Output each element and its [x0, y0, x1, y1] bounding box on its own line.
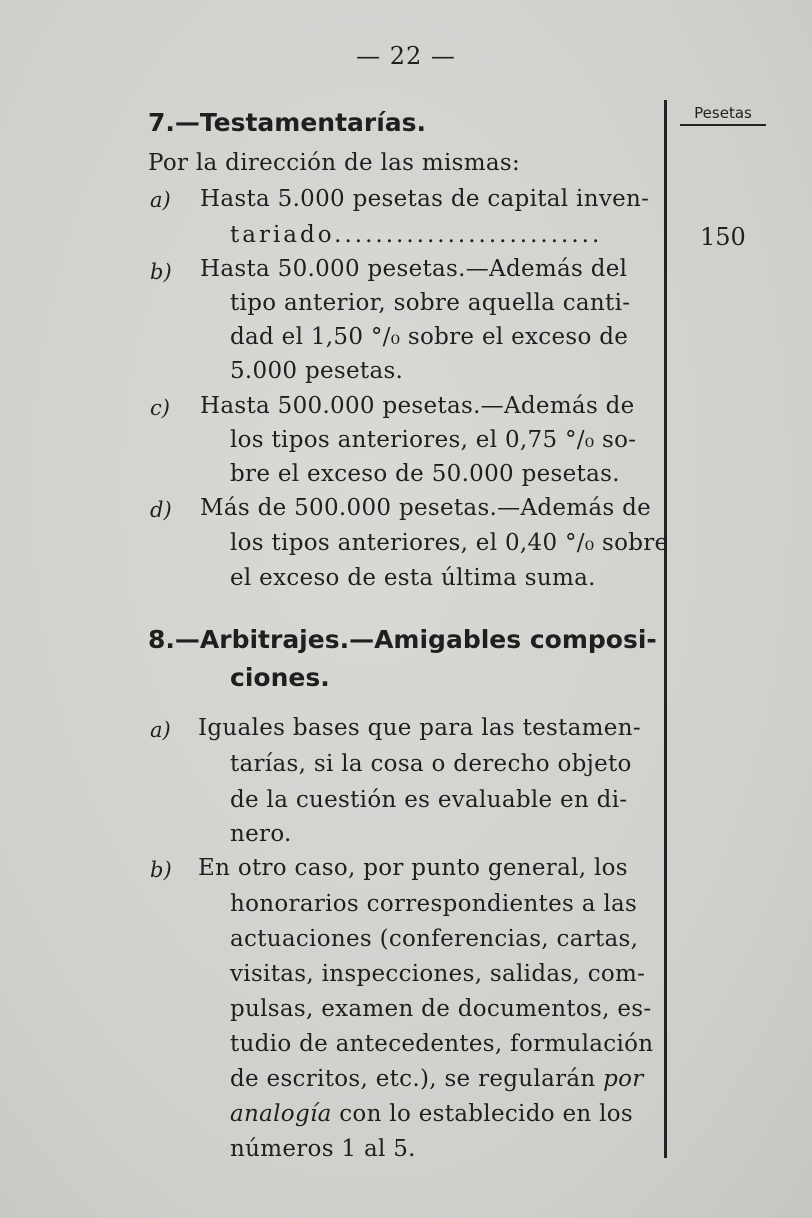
item-line: 5.000 pesetas. [230, 358, 404, 384]
item-line [230, 1101, 633, 1127]
item-line: visitas, inspecciones, salidas, com- [230, 961, 646, 987]
item-line: honorarios correspondientes a las [230, 891, 638, 917]
item-line: dad el 1,50 °/₀ sobre el exceso de [230, 324, 629, 350]
item-label: b) [150, 260, 172, 284]
item-line [230, 1066, 644, 1092]
italic-word: por [603, 1066, 644, 1092]
column-divider [664, 100, 667, 1158]
item-line: tudio de antecedentes, formulación [230, 1031, 654, 1057]
item-label: d) [150, 498, 172, 522]
column-header: Pesetas [680, 104, 766, 126]
item-line: Hasta 5.000 pesetas de capital inven- [200, 186, 650, 212]
item-line: números 1 al 5. [230, 1136, 416, 1162]
item-line-text: con lo establecido en los [331, 1101, 634, 1127]
item-line-text: de escritos, etc.), se regularán [230, 1066, 596, 1092]
italic-word: analogía [230, 1101, 332, 1127]
item-label: a) [150, 188, 171, 212]
section-8-title: 8.—Arbitrajes.—Amigables composi- [148, 625, 657, 654]
item-line: Más de 500.000 pesetas.—Además de [200, 495, 652, 521]
item-line: los tipos anteriores, el 0,40 °/₀ sobre [230, 530, 669, 556]
item-line: En otro caso, por punto general, los [198, 855, 628, 881]
item-line: de la cuestión es evaluable en di- [230, 787, 628, 813]
item-line: actuaciones (conferencias, cartas, [230, 926, 639, 952]
page-number: — 22 — [356, 42, 456, 70]
item-line: bre el exceso de 50.000 pesetas. [230, 461, 620, 487]
section-8-title-cont: ciones. [230, 663, 330, 692]
item-line: el exceso de esta última suma. [230, 565, 596, 591]
item-line: Hasta 500.000 pesetas.—Además de [200, 393, 635, 419]
amount-a: 150 [700, 223, 746, 251]
item-line: nero. [230, 821, 292, 847]
item-line: tarías, si la cosa o derecho objeto [230, 751, 632, 777]
item-label: a) [150, 718, 171, 742]
item-line: tipo anterior, sobre aquella canti- [230, 290, 631, 316]
item-line: pulsas, examen de documentos, es- [230, 996, 652, 1022]
item-line: Iguales bases que para las testamen- [198, 715, 641, 741]
item-line: tariado.......................... [230, 222, 603, 248]
section-7-intro: Por la dirección de las mismas: [148, 150, 521, 176]
item-label: c) [150, 396, 170, 420]
section-7-title: 7.—Testamentarías. [148, 108, 427, 137]
item-label: b) [150, 858, 172, 882]
item-line: los tipos anteriores, el 0,75 °/₀ so- [230, 427, 637, 453]
item-line: Hasta 50.000 pesetas.—Además del [200, 256, 628, 282]
